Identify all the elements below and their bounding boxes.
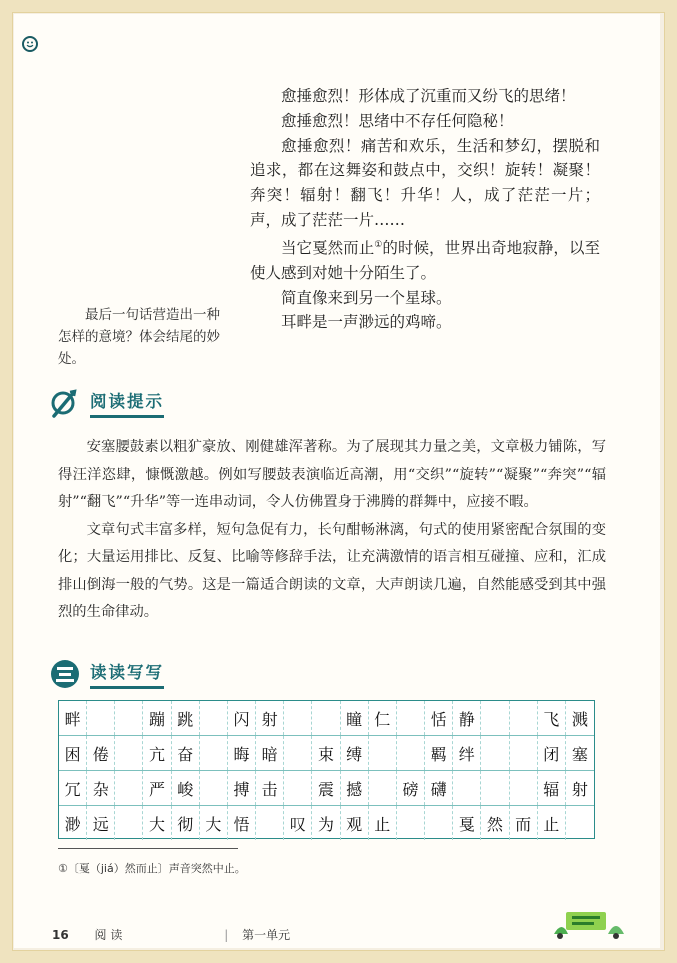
grid-char: 为 [312,806,340,840]
grid-blank [481,736,509,770]
grid-blank [200,701,228,735]
grid-blank [284,771,312,805]
grid-char: 大 [143,806,171,840]
poem-line-part: 当它戛然而止 [281,238,375,257]
poem-text [250,84,600,335]
grid-char: 叹 [284,806,312,840]
grid-row [59,701,594,736]
grid-char: 仁 [369,701,397,735]
grid-char: 搏 [228,771,256,805]
grid-char: 彻 [172,806,200,840]
tips-paragraph: 安塞腰鼓素以粗犷豪放、刚健雄浑著称。为了展现其力量之美，文章极力铺陈，写得汪洋恣肆，慷慨激越。例如写腰鼓表演临近高潮，用“交织”“旋转”“凝聚”“奔突”“辐射”“翻飞”“升华”等一连串动词，令人仿佛置身于沸腾的群舞中，应接不暇。 [58,439,606,510]
grid-char: 磅 [397,771,425,805]
grid-blank [397,701,425,735]
poem-line [250,233,600,286]
poem-line: 愈捶愈烈！形体成了沉重而又纷飞的思绪！ [281,87,576,105]
grid-char: 跳 [172,701,200,735]
grid-char: 辐 [538,771,566,805]
grid-char: 峻 [172,771,200,805]
grid-row [59,806,594,840]
poem-line: 耳畔是一声渺远的鸡啼。 [281,313,452,332]
grid-char: 蹦 [143,701,171,735]
grid-blank [284,736,312,770]
grid-char: 杂 [87,771,115,805]
footnote: ①〔戛（jiá）然而止〕声音突然中止。 [58,862,246,875]
grid-row [59,771,594,806]
grid-blank [200,736,228,770]
grid-char: 射 [571,779,588,799]
grid-blank [115,771,143,805]
grid-char: 闪 [228,701,256,735]
reading-tips-title: 阅读提示 [90,388,164,418]
vocabulary-grid [58,700,595,839]
publisher-logo-icon [548,906,628,942]
grid-char: 冗 [59,771,87,805]
grid-char: 远 [87,806,115,840]
grid-char: 止 [538,806,566,840]
grid-char: 闭 [538,736,566,770]
grid-char: 晦 [228,736,256,770]
grid-char: 震 [312,771,340,805]
side-note [58,304,233,370]
page-footer [52,926,290,943]
grid-char: 撼 [341,771,369,805]
grid-char: 奋 [172,736,200,770]
grid-blank [453,771,481,805]
grid-char: 困 [59,736,87,770]
grid-blank [481,701,509,735]
grid-char: 羁 [425,736,453,770]
grid-blank [115,701,143,735]
grid-char: 严 [143,771,171,805]
read-write-title: 读读写写 [90,659,164,689]
footnote-marker: ① [374,239,383,250]
grid-blank [397,806,425,840]
grid-char: 渺 [59,806,87,840]
grid-char: 溅 [571,709,588,729]
grid-blank [256,806,284,840]
grid-blank [510,701,538,735]
grid-char: 绊 [453,736,481,770]
grid-char: 止 [369,806,397,840]
grid-blank [566,806,594,840]
page-number: 16 [52,928,69,942]
grid-char: 畔 [59,701,87,735]
reading-tips-icon [48,386,82,420]
unit-label: 第一单元 [242,928,291,942]
grid-blank [369,736,397,770]
grid-blank [312,701,340,735]
grid-char: 倦 [87,736,115,770]
grid-blank [481,771,509,805]
grid-char: 瞳 [341,701,369,735]
read-write-icon [48,657,82,691]
grid-blank [115,806,143,840]
grid-char: 射 [256,701,284,735]
poem-line: 简直像来到另一个星球。 [281,288,452,307]
footnote-divider [58,848,238,849]
grid-char: 亢 [143,736,171,770]
poem-line: 愈捶愈烈！思绪中不存任何隐秘！ [281,111,514,130]
poem-line-part: 的时候，世界出奇地寂静，以至使人感到对她十分陌生了。 [250,238,600,282]
grid-blank [284,701,312,735]
footer-separator: | [224,928,229,942]
grid-char: 礴 [425,771,453,805]
grid-char: 击 [256,771,284,805]
grid-char: 戛 [453,806,481,840]
read-write-header [48,657,164,691]
section-label: 阅 读 [94,928,123,942]
poem-line: 愈捶愈烈！痛苦和欢乐，生活和梦幻，摆脱和追求，都在这舞姿和鼓点中，交织！旋转！凝聚！奔突！辐射！翻飞！升华！人，成了茫茫一片；声，成了茫茫一片…… [250,136,600,229]
grid-char: 暗 [256,736,284,770]
smile-icon [22,36,38,52]
reading-tips-header [48,386,164,420]
side-note-text: 最后一句话营造出一种怎样的意境？体会结尾的妙处。 [58,307,220,367]
grid-char: 然 [481,806,509,840]
grid-char: 飞 [538,701,566,735]
grid-blank [200,771,228,805]
grid-char: 缚 [341,736,369,770]
grid-char: 观 [341,806,369,840]
grid-char: 大 [200,806,228,840]
grid-blank [510,771,538,805]
grid-blank [87,701,115,735]
tips-paragraph: 文章句式丰富多样，短句急促有力，长句酣畅淋漓，句式的使用紧密配合氛围的变化；大量运用排比、反复、比喻等修辞手法，让充满激情的语言相互碰撞、应和，汇成排山倒海一般的气势。这是一篇适合朗读的文章，大声朗读几遍，自然能感受到其中强烈的生命律动。 [58,521,606,620]
grid-char: 恬 [425,701,453,735]
grid-blank [425,806,453,840]
reading-tips-body [58,434,606,627]
grid-blank [510,736,538,770]
grid-char: 塞 [571,744,588,764]
grid-blank [369,771,397,805]
grid-blank [115,736,143,770]
grid-char: 静 [453,701,481,735]
grid-blank [397,736,425,770]
grid-char: 束 [312,736,340,770]
grid-row [59,736,594,771]
grid-char: 悟 [228,806,256,840]
grid-char: 而 [510,806,538,840]
